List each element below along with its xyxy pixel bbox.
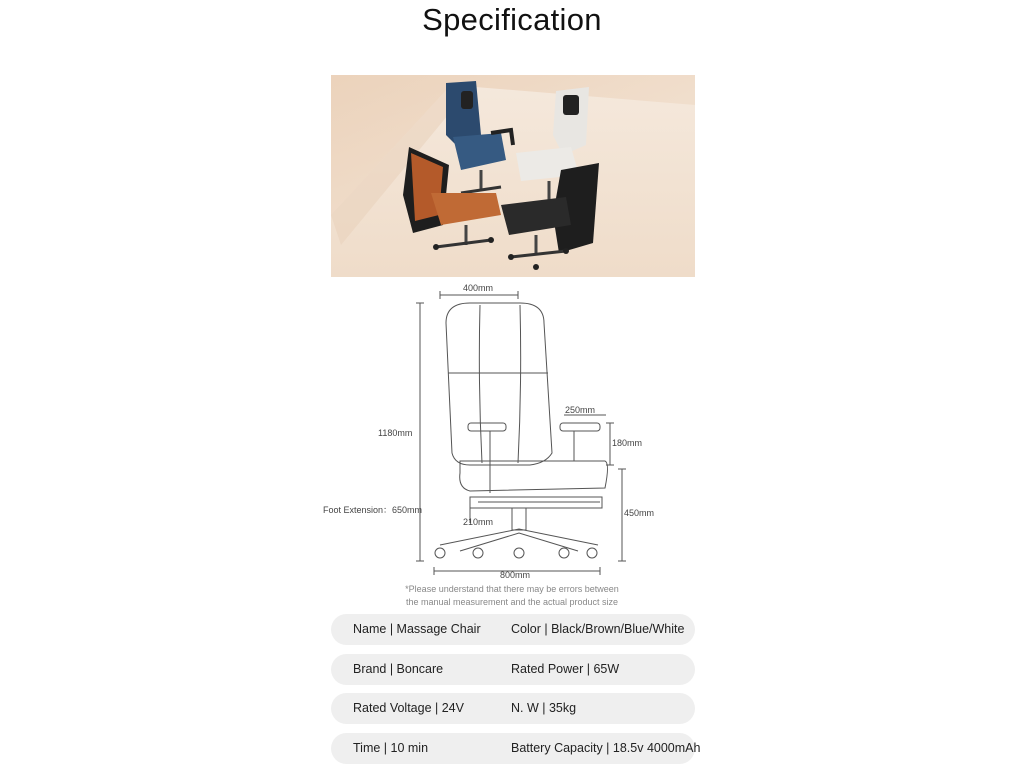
dimension-seat-height-label: 450mm [624,508,655,518]
dimension-armrest-length-label: 250mm [565,405,596,415]
spec-left: Name | Massage Chair [353,622,481,636]
dimension-gas-lift-label: 210mm [463,517,494,527]
spec-row [331,693,695,724]
dimension-base-width-label: 800mm [500,570,531,580]
dimension-height-label: 1180mm [378,428,413,438]
spec-row [331,614,695,645]
spec-right: Color | Black/Brown/Blue/White [511,622,685,636]
measurement-note-line1: *Please understand that there may be errors between [405,584,619,594]
spec-row [331,654,695,685]
spec-table [331,614,701,772]
dimension-foot-extension-label: Foot Extension：650mm [323,505,423,515]
dimension-diagram [320,283,710,583]
spec-left: Rated Voltage | 24V [353,701,464,715]
product-photo [331,75,695,277]
spec-row [331,733,701,764]
page-title: Specification [422,2,602,37]
spec-left: Time | 10 min [353,740,429,755]
spec-right: N. W | 35kg [511,701,577,715]
spec-right: Battery Capacity | 18.5v 4000mAh [511,740,701,755]
spec-right: Rated Power | 65W [511,661,620,676]
dimension-width-label: 400mm [463,283,494,293]
spec-left: Brand | Boncare [353,661,444,676]
dimension-armrest-height-label: 180mm [612,438,643,448]
measurement-note-line2: the manual measurement and the actual product size [405,597,619,607]
